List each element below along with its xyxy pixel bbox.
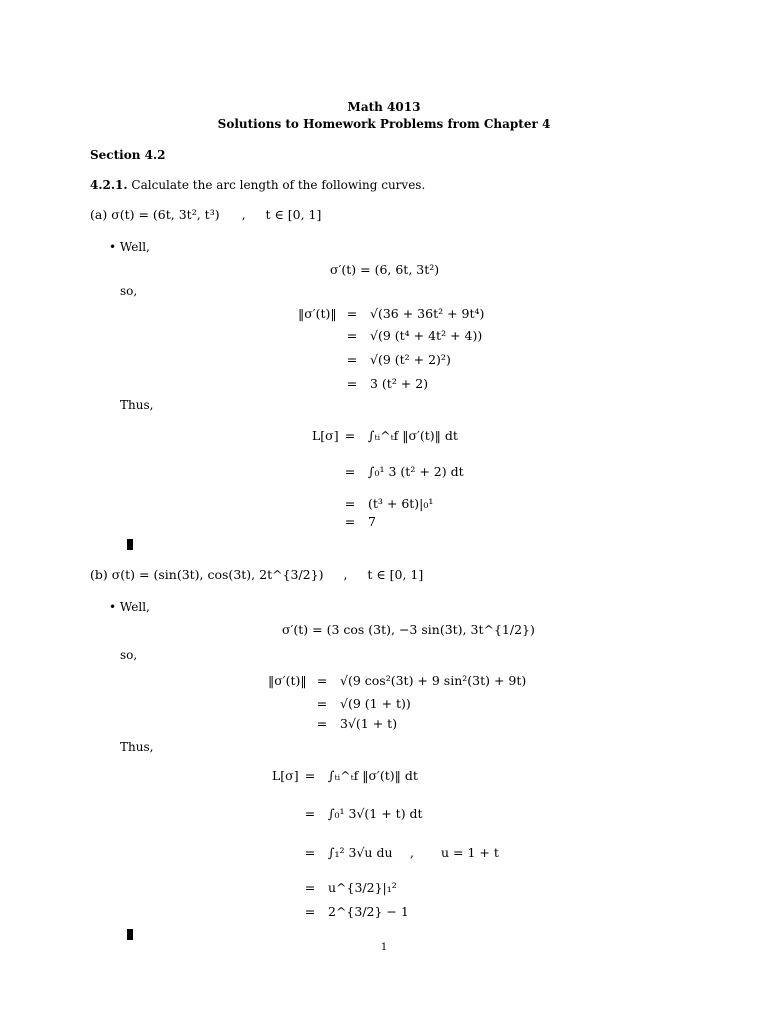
part-b-thus: Thus, — [120, 740, 154, 754]
part-a-norm-lhs: ‖σ′(t)‖ — [298, 306, 337, 321]
part-a-norm-step: 3 (t² + 2) — [370, 376, 429, 391]
problem-text: Calculate the arc length of the following curves. — [131, 178, 426, 192]
part-a-well: Well, — [119, 240, 150, 254]
part-a-domain: t ∈ [0, 1] — [265, 207, 322, 222]
part-b-intro — [109, 600, 150, 614]
part-a-header — [90, 207, 321, 222]
part-a-so: so, — [120, 284, 138, 298]
part-a-label: (a) — [90, 207, 108, 222]
problem-statement — [90, 178, 425, 192]
part-b-substitution: u = 1 + t — [441, 845, 499, 860]
equals-sign: = — [344, 496, 356, 511]
part-b-length-step: u^{3/2}|₁² — [328, 880, 397, 895]
part-b-length-step: 2^{3/2} − 1 — [328, 904, 409, 919]
part-b-curve: σ(t) = (sin(3t), cos(3t), 2t^{3/2}) — [111, 567, 324, 582]
qed-icon — [127, 539, 133, 550]
part-b-length-step: ∫₁² 3√u du — [328, 845, 393, 860]
part-b-separator: , — [343, 567, 348, 582]
bullet-icon: • — [109, 240, 117, 254]
part-a-length-step: (t³ + 6t)|₀¹ — [368, 496, 434, 511]
equals-sign: = — [346, 352, 358, 367]
part-a-length-step: ∫₀¹ 3 (t² + 2) dt — [368, 464, 464, 479]
page-number: 1 — [380, 942, 388, 953]
part-a-thus: Thus, — [120, 398, 154, 412]
equals-sign: = — [304, 768, 316, 783]
equals-sign: = — [346, 376, 358, 391]
part-b-length-lhs: L[σ] — [272, 768, 299, 783]
part-a-length-step: ∫ₜᵢ^ₜf ‖σ′(t)‖ dt — [368, 428, 458, 443]
part-a-norm-step: √(9 (t² + 2)²) — [370, 352, 451, 367]
equals-sign: = — [316, 716, 328, 731]
bullet-icon: • — [109, 600, 117, 614]
equals-sign: = — [344, 514, 356, 529]
course-title: Math 4013 — [347, 100, 421, 114]
part-b-header — [90, 567, 423, 582]
document-title: Solutions to Homework Problems from Chapter 4 — [217, 117, 551, 131]
part-b-so: so, — [120, 648, 138, 662]
equals-sign: = — [344, 428, 356, 443]
part-a-length-step: 7 — [368, 514, 376, 529]
part-a-derivative: σ′(t) = (6, 6t, 3t²) — [330, 262, 440, 277]
equals-sign: = — [346, 306, 358, 321]
part-a-curve: σ(t) = (6t, 3t², t³) — [111, 207, 220, 222]
section-heading: Section 4.2 — [90, 148, 166, 162]
part-b-length-step: ∫ₜᵢ^ₜf ‖σ′(t)‖ dt — [328, 768, 418, 783]
equals-sign: = — [344, 464, 356, 479]
problem-number: 4.2.1. — [90, 178, 128, 192]
qed-icon — [127, 929, 133, 940]
part-a-length-lhs: L[σ] — [312, 428, 339, 443]
equals-sign: = — [304, 904, 316, 919]
part-a-norm-step: √(36 + 36t² + 9t⁴) — [370, 306, 485, 321]
part-b-norm-step: √(9 (1 + t)) — [340, 696, 411, 711]
part-b-derivative: σ′(t) = (3 cos (3t), −3 sin(3t), 3t^{1/2}) — [282, 622, 535, 637]
equals-sign: = — [316, 696, 328, 711]
part-b-norm-lhs: ‖σ′(t)‖ — [268, 673, 307, 688]
equals-sign: = — [346, 328, 358, 343]
equals-sign: = — [304, 880, 316, 895]
part-b-label: (b) — [90, 567, 108, 582]
part-a-norm-step: √(9 (t⁴ + 4t² + 4)) — [370, 328, 483, 343]
equals-sign: = — [304, 806, 316, 821]
part-b-norm-step: √(9 cos²(3t) + 9 sin²(3t) + 9t) — [340, 673, 527, 688]
part-b-length-step: ∫₀¹ 3√(1 + t) dt — [328, 806, 423, 821]
part-a-intro — [109, 240, 150, 254]
equals-sign: = — [316, 673, 328, 688]
part-b-well: Well, — [119, 600, 150, 614]
part-b-substitution-separator: , — [410, 845, 414, 860]
part-a-separator: , — [241, 207, 246, 222]
part-b-norm-step: 3√(1 + t) — [340, 716, 398, 731]
equals-sign: = — [304, 845, 316, 860]
part-b-domain: t ∈ [0, 1] — [367, 567, 424, 582]
